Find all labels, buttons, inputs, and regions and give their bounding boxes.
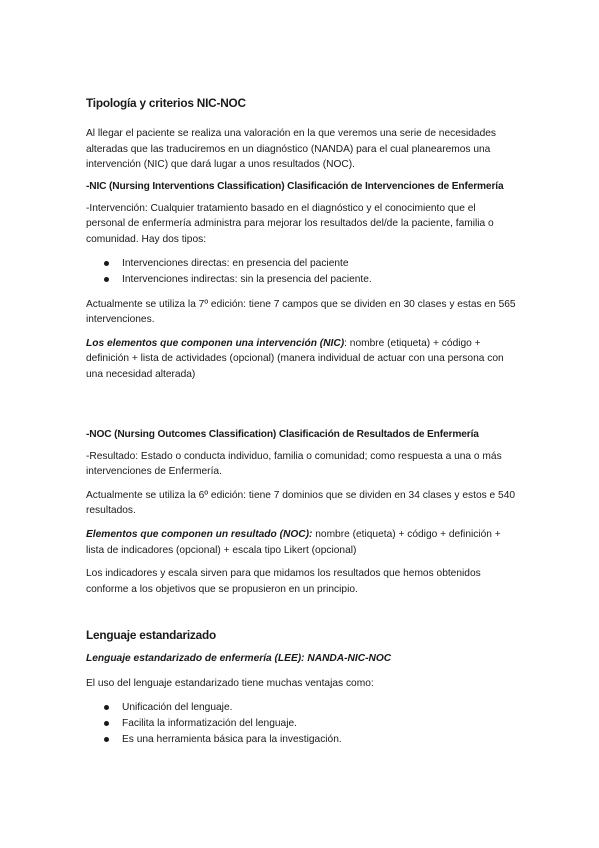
indicadores-paragraph: Los indicadores y escala sirven para que midamos los resultados que hemos obtenidos conforme a los objetivos que se propusieron en un principio. xyxy=(86,568,481,595)
list-item xyxy=(86,716,516,732)
bullet-icon xyxy=(104,737,109,742)
list-item-text: Facilita la informatización del lenguaje. xyxy=(122,718,297,730)
noc-elements-text: nombre (etiqueta) + código + definición + lista de indicadores (opcional) + escala tipo Likert (opcional) xyxy=(86,528,501,556)
noc-heading: -NOC (Nursing Outcomes Classification) Clasificación de Resultados de Enfermería xyxy=(86,428,479,440)
intervencion-paragraph: -Intervención: Cualquier tratamiento basado en el diagnóstico y el conocimiento que el personal de enfermería administra para mejorar los resultados del/de la paciente, familia o comunidad. Hay dos tipos: xyxy=(86,202,494,245)
list-item-text: Intervenciones indirectas: sin la presencia del paciente. xyxy=(122,273,372,285)
nic-heading: -NIC (Nursing Interventions Classification) Clasificación de Intervenciones de Enfermería xyxy=(86,180,504,192)
nic-edition-paragraph: Actualmente se utiliza la 7º edición: tiene 7 campos que se dividen en 30 clases y estas en 565 intervenciones. xyxy=(86,298,516,326)
bullet-icon xyxy=(104,277,109,282)
section-title-nic-noc: Tipología y criterios NIC-NOC xyxy=(86,96,246,110)
list-item xyxy=(86,272,516,288)
nic-elements-text: : nombre (etiqueta) + código + definición + lista de actividades (opcional) (manera individual de actuar con una persona con una necesidad alterada) xyxy=(86,337,504,380)
nic-elements-paragraph xyxy=(86,336,516,383)
list-item xyxy=(86,700,516,716)
list-item xyxy=(86,256,516,272)
list-item-text: Unificación del lenguaje. xyxy=(122,702,233,714)
noc-elements-label: Elementos que componen un resultado (NOC): xyxy=(86,528,313,540)
advantages-list xyxy=(86,700,516,748)
section-title-lenguaje: Lenguaje estandarizado xyxy=(86,628,216,643)
bullet-icon xyxy=(104,721,109,726)
noc-edition-paragraph: Actualmente se utiliza la 6º edición: tiene 7 dominios que se dividen en 34 clases y estos e 540 resultados. xyxy=(86,489,516,517)
resultado-paragraph: -Resultado: Estado o conducta individuo, familia o comunidad; como respuesta a una o más intervenciones de Enfermería. xyxy=(86,450,502,478)
bullet-icon xyxy=(104,261,109,266)
uso-paragraph: El uso del lenguaje estandarizado tiene muchas ventajas como: xyxy=(86,677,374,689)
intro-paragraph: Al llegar el paciente se realiza una valoración en la que veremos una serie de necesidades alteradas que las traduciremos en un diagnóstico (NANDA) para el cual planearemos una intervención (NIC) que dará lugar a unos resultados (NOC). xyxy=(86,128,497,171)
lee-line: Lenguaje estandarizado de enfermería (LEE): NANDA-NIC-NOC xyxy=(86,653,392,665)
intervention-types-list xyxy=(86,256,516,288)
list-item-text: Intervenciones directas: en presencia del paciente xyxy=(122,257,349,269)
list-item xyxy=(86,732,516,748)
bullet-icon xyxy=(104,705,109,710)
noc-elements-paragraph xyxy=(86,527,516,558)
nic-elements-label: Los elementos que componen una intervención (NIC) xyxy=(86,337,345,349)
page-content xyxy=(86,96,516,748)
list-item-text: Es una herramienta básica para la investigación. xyxy=(122,734,342,746)
